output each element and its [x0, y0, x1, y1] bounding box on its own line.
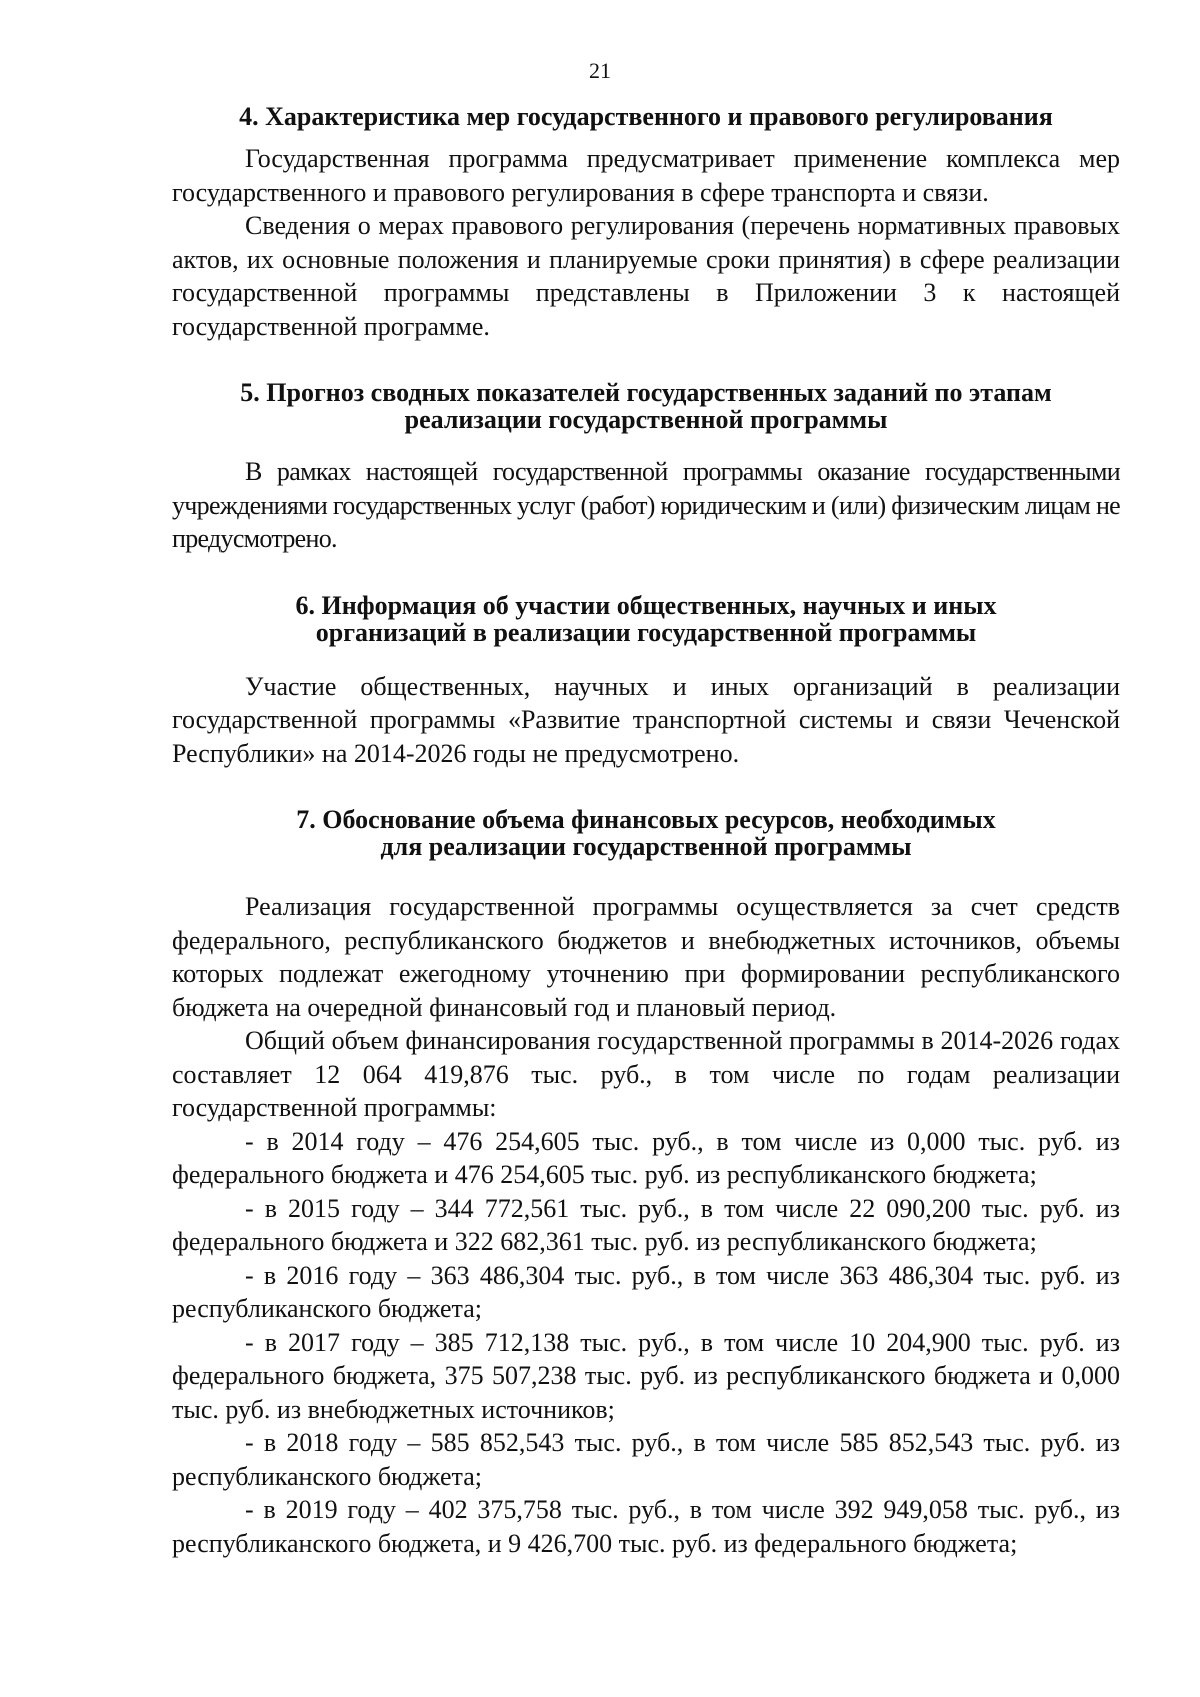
- section-5-title-line-1: 5. Прогноз сводных показателей государственных заданий по этапам: [240, 378, 1052, 407]
- section-state-tasks-forecast: [172, 379, 1120, 556]
- section-4-paragraph-1: Государственная программа предусматривает применение комплекса мер государственного и правового регулирования в сфере транспорта и связи.: [172, 144, 1120, 207]
- section-5-title: [172, 379, 1120, 433]
- funding-year-2018: - в 2018 году – 585 852,543 тыс. руб., в том числе 585 852,543 тыс. руб. из республиканского бюджета;: [172, 1428, 1120, 1491]
- section-7-title: [172, 806, 1120, 860]
- section-4-paragraph-2: Сведения о мерах правового регулирования (перечень нормативных правовых актов, их основные положения и планируемые сроки принятия) в сфере реализации государственной программы представлены в Приложении 3 к настоящей государственной программе.: [172, 211, 1120, 341]
- section-7-paragraph-1: Реализация государственной программы осуществляется за счет средств федерального, республиканского бюджетов и внебюджетных источников, объемы которых подлежат ежегодному уточнению при формировании республиканского бюджета на очередной финансовый год и плановый период.: [172, 892, 1120, 1022]
- funding-year-2019: - в 2019 году – 402 375,758 тыс. руб., в том числе 392 949,058 тыс. руб., из республиканского бюджета, и 9 426,700 тыс. руб. из федерального бюджета;: [172, 1495, 1120, 1558]
- page-content: [172, 103, 1120, 1560]
- section-5-title-line-2: реализации государственной программы: [404, 405, 888, 434]
- funding-year-2015: - в 2015 году – 344 772,561 тыс. руб., в том числе 22 090,200 тыс. руб. из федерального бюджета и 322 682,361 тыс. руб. из республиканского бюджета;: [172, 1193, 1120, 1256]
- funding-year-2016: - в 2016 году – 363 486,304 тыс. руб., в том числе 363 486,304 тыс. руб. из республиканского бюджета;: [172, 1260, 1120, 1323]
- section-6-paragraph-1: Участие общественных, научных и иных организаций в реализации государственной программы «Развитие транспортной системы и связи Чеченской Республики» на 2014-2026 годы не предусмотрено.: [172, 671, 1120, 768]
- section-legal-regulation: [172, 103, 1120, 343]
- section-7-paragraph-2: Общий объем финансирования государственной программы в 2014-2026 годах составляет 12 064 419,876 тыс. руб., в том числе по годам реализации государственной программы:: [172, 1026, 1120, 1122]
- funding-year-2014: - в 2014 году – 476 254,605 тыс. руб., в том числе из 0,000 тыс. руб. из федерального бюджета и 476 254,605 тыс. руб. из республиканского бюджета;: [172, 1126, 1120, 1189]
- section-6-title-line-2: организаций в реализации государственной программы: [315, 617, 977, 647]
- section-6-title-line-1: 6. Информация об участии общественных, научных и иных: [295, 590, 997, 620]
- section-4-title: [172, 103, 1120, 130]
- section-5-paragraph-1: В рамках настоящей государственной программы оказание государственными учреждениями государственных услуг (работ) юридическим и (или) физическим лицам не предусмотрено.: [172, 457, 1120, 553]
- section-7-title-line-1: 7. Обоснование объема финансовых ресурсов, необходимых: [296, 805, 996, 834]
- section-6-title: [172, 592, 1120, 646]
- page-number: 21: [589, 58, 611, 83]
- section-financial-resources: [172, 806, 1120, 1560]
- funding-year-2017: - в 2017 году – 385 712,138 тыс. руб., в том числе 10 204,900 тыс. руб. из федерального бюджета, 375 507,238 тыс. руб. из республиканского бюджета и 0,000 тыс. руб. из внебюджетных источников;: [172, 1327, 1120, 1424]
- section-7-title-line-2: для реализации государственной программы: [380, 832, 912, 861]
- section-4-title-text: 4. Характеристика мер государственного и правового регулирования: [239, 102, 1053, 131]
- section-organizations-participation: [172, 592, 1120, 771]
